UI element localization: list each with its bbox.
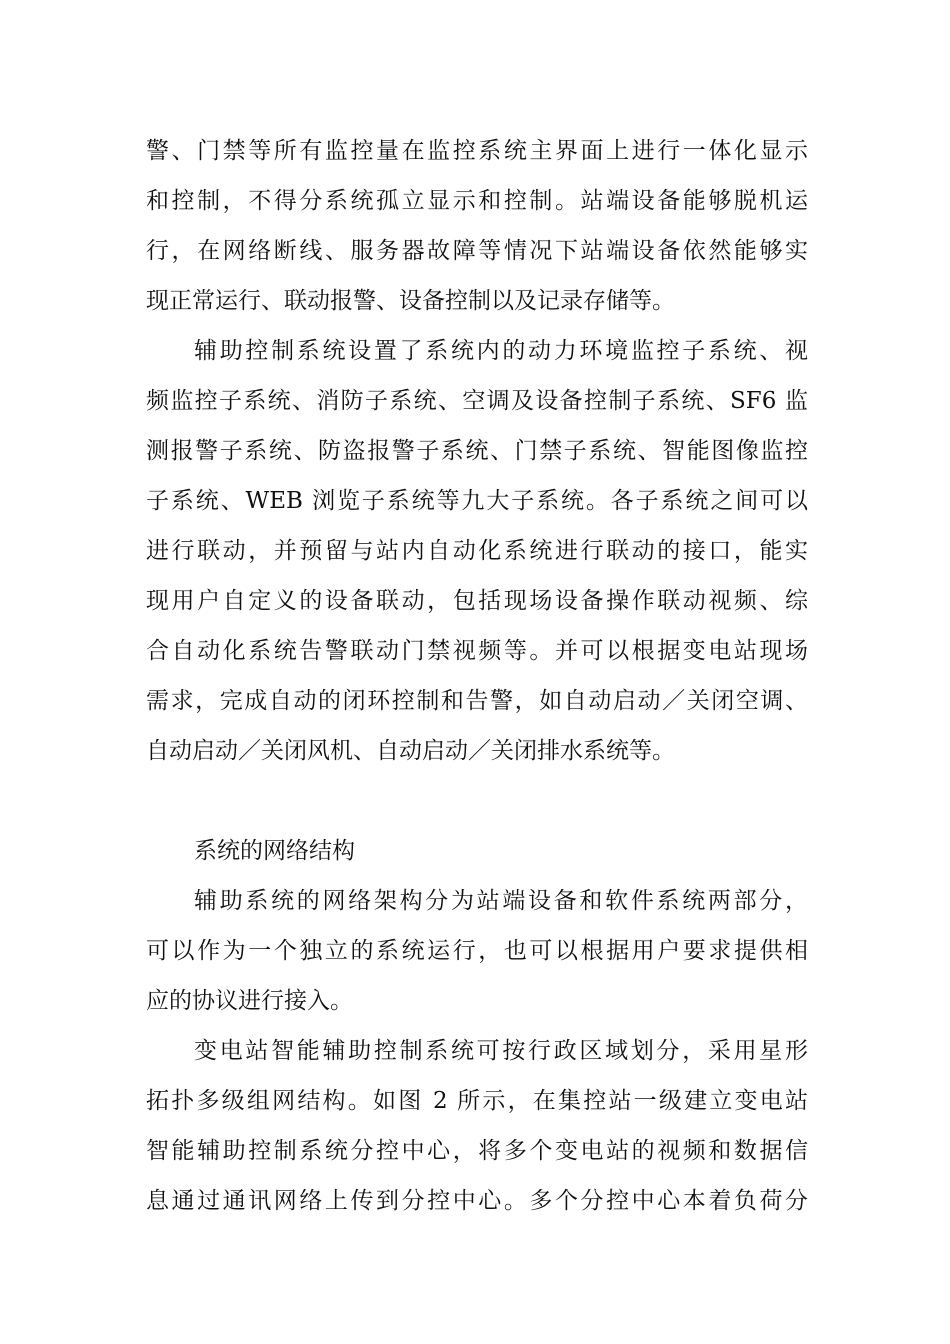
paragraph-spacer <box>146 776 808 826</box>
paragraph-network-architecture <box>146 876 808 1026</box>
text-line: 息通过通讯网络上传到分控中心。多个分控中心本着负荷分 <box>146 1188 808 1214</box>
text-line: 和控制，不得分系统孤立显示和控制。站端设备能够脱机运 <box>146 188 808 214</box>
text-line: 进行联动，并预留与站内自动化系统进行联动的接口，能实 <box>146 538 808 564</box>
text-line: 可以作为一个独立的系统运行，也可以根据用户要求提供相 <box>146 938 808 964</box>
paragraph-subsystems <box>146 326 808 776</box>
text-line: 合自动化系统告警联动门禁视频等。并可以根据变电站现场 <box>146 638 808 664</box>
text-line: 测报警子系统、防盗报警子系统、门禁子系统、智能图像监控 <box>146 438 808 464</box>
text-line: 需求，完成自动的闭环控制和告警，如自动启动／关闭空调、 <box>146 688 808 714</box>
text-line: 拓扑多级组网结构。如图 2 所示，在集控站一级建立变电站 <box>146 1088 808 1114</box>
text-line: 频监控子系统、消防子系统、空调及设备控制子系统、SF6 监 <box>146 388 808 414</box>
text-line: 变电站智能辅助控制系统可按行政区域划分，采用星形 <box>194 1038 808 1064</box>
paragraph-star-topology <box>146 1026 808 1226</box>
text-line: 自动启动／关闭风机、自动启动／关闭排水系统等。 <box>146 738 675 764</box>
document-page <box>146 126 808 1226</box>
text-line: 子系统、WEB 浏览子系统等九大子系统。各子系统之间可以 <box>146 488 808 514</box>
text-line: 智能辅助控制系统分控中心，将多个变电站的视频和数据信 <box>146 1138 808 1164</box>
section-heading: 系统的网络结构 <box>194 838 355 864</box>
text-line: 行，在网络断线、服务器故障等情况下站端设备依然能够实 <box>146 238 808 264</box>
text-line: 现用户自定义的设备联动，包括现场设备操作联动视频、综 <box>146 588 808 614</box>
text-line: 现正常运行、联动报警、设备控制以及记录存储等。 <box>146 288 675 314</box>
paragraph-continued <box>146 126 808 326</box>
text-line: 应的协议进行接入。 <box>146 988 353 1014</box>
text-line: 警、门禁等所有监控量在监控系统主界面上进行一体化显示 <box>146 138 808 164</box>
text-line: 辅助系统的网络架构分为站端设备和软件系统两部分， <box>194 888 808 914</box>
text-line: 辅助控制系统设置了系统内的动力环境监控子系统、视 <box>194 338 808 364</box>
